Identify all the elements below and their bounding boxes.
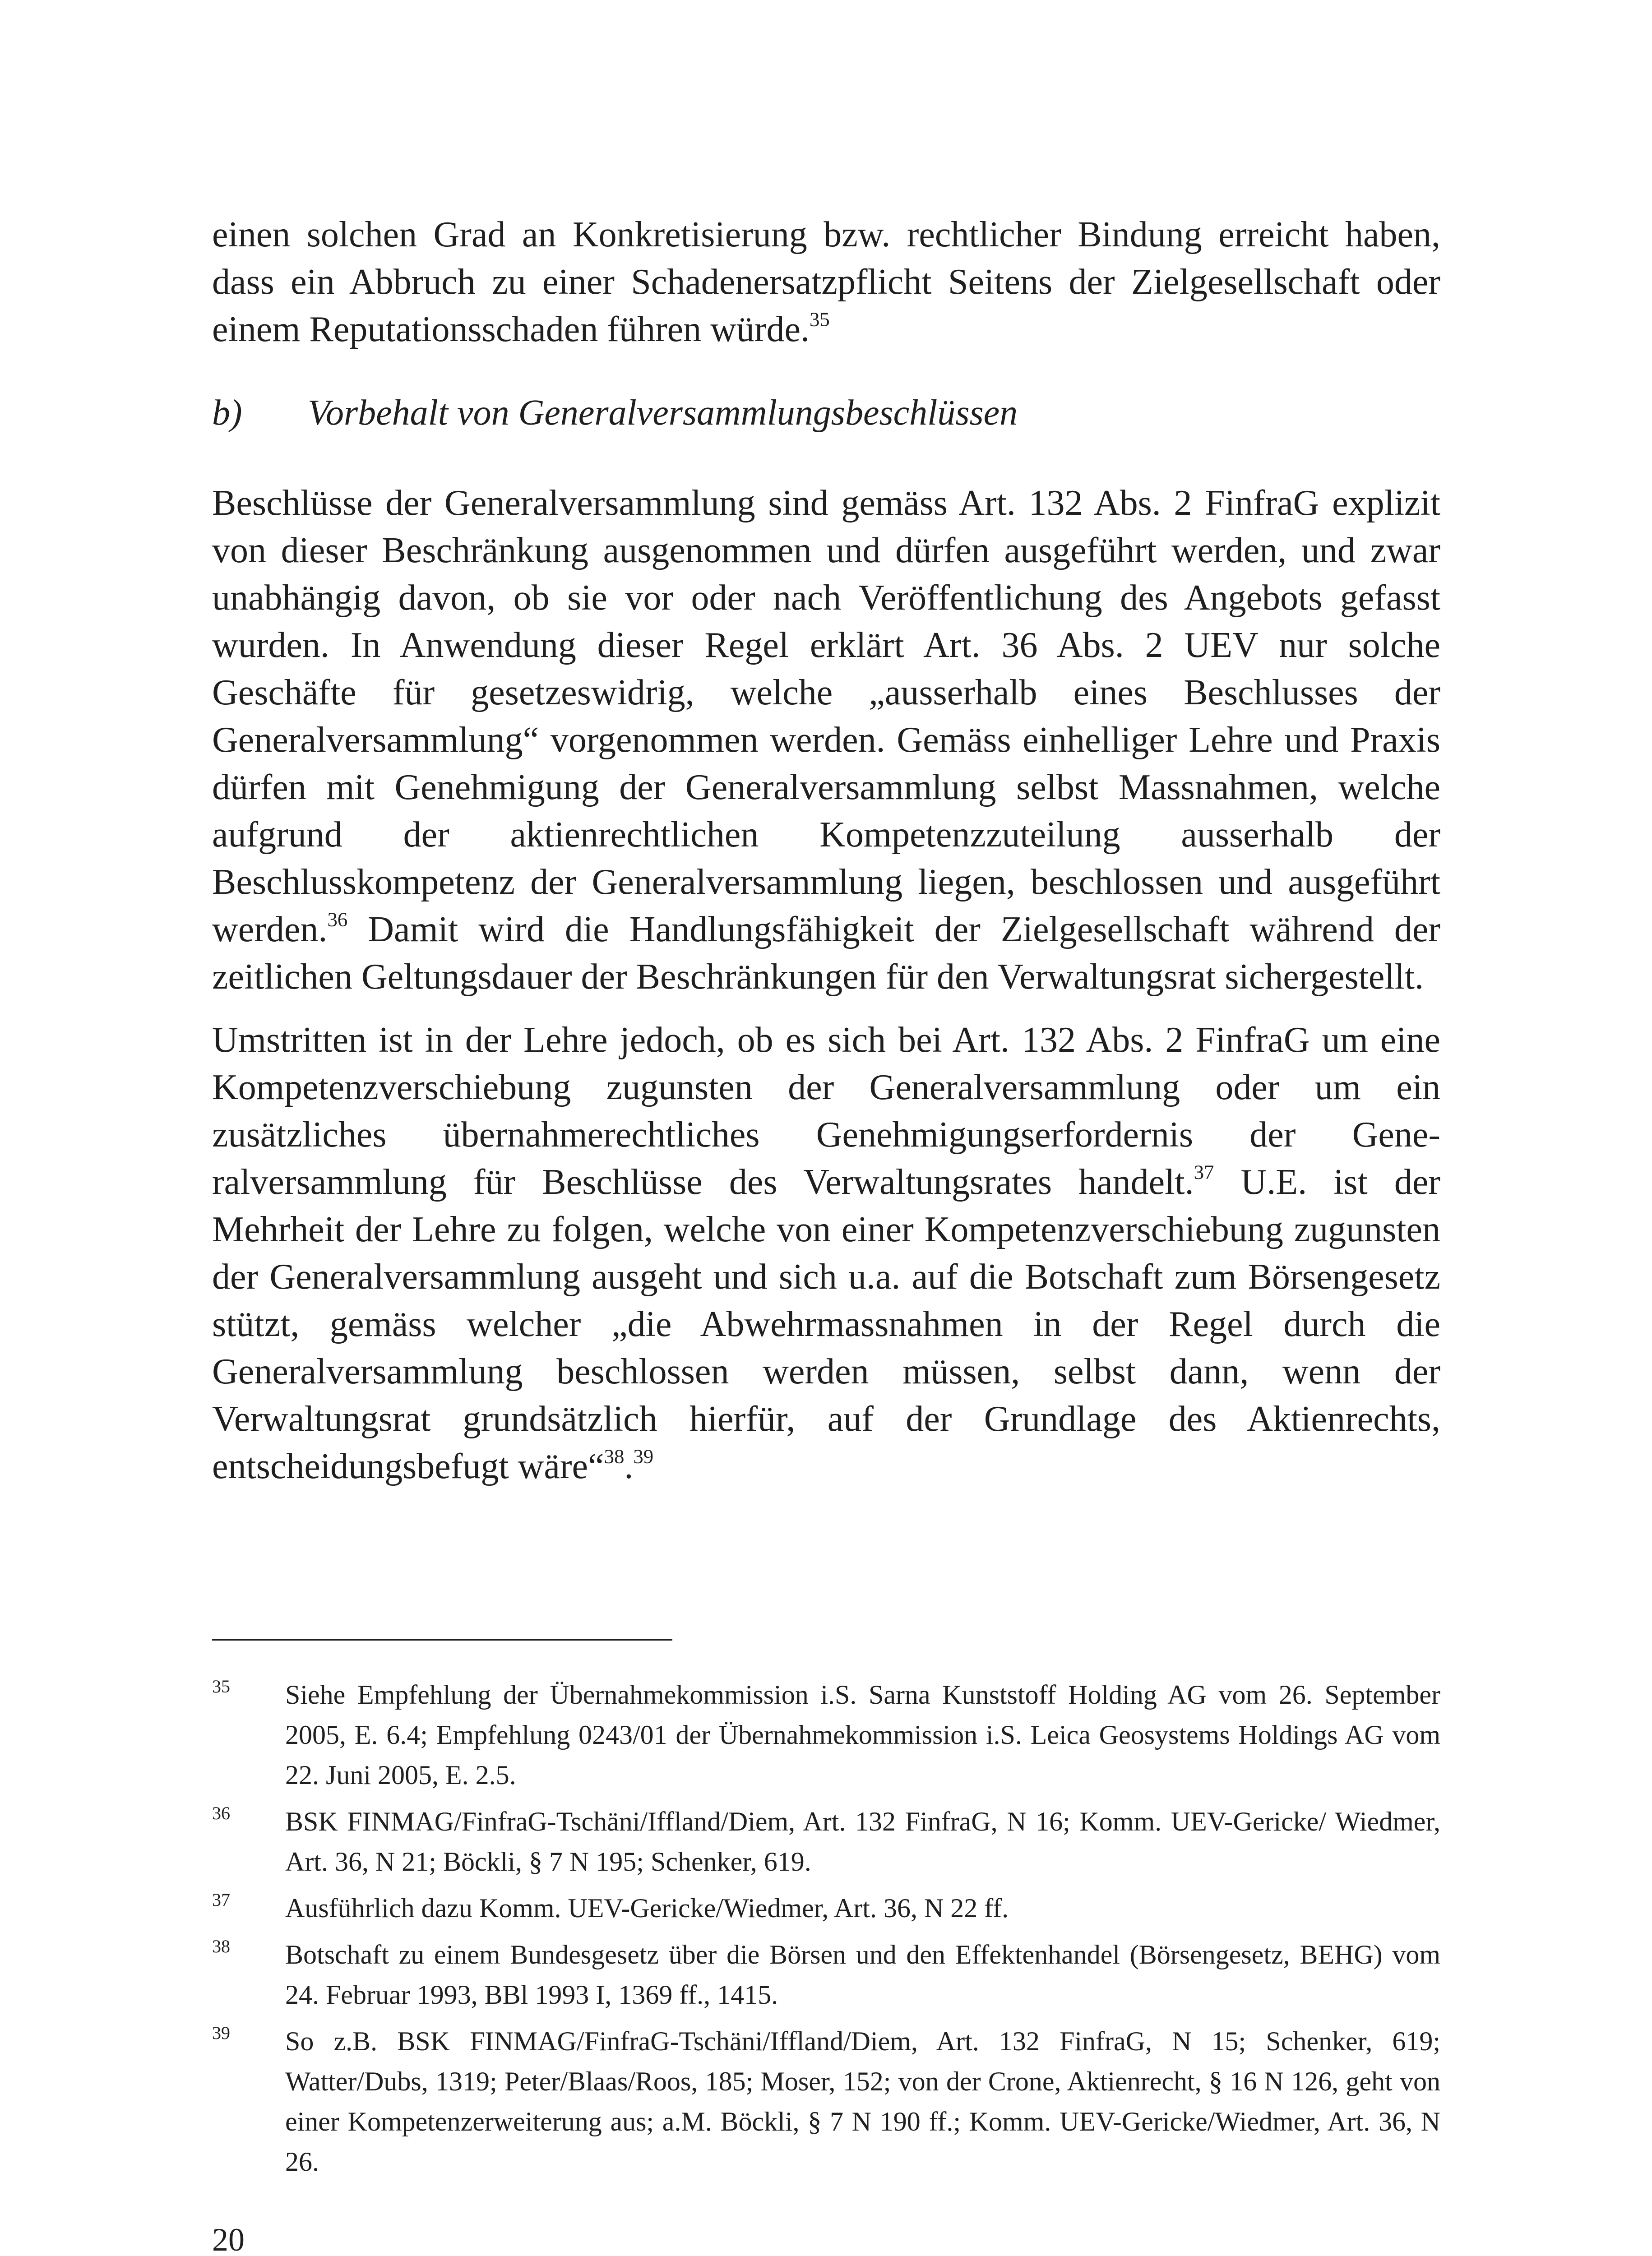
footnote-38 (212, 1935, 1440, 2015)
footnote-text: Botschaft zu einem Bundesgesetz über die Börsen und den Effektenhandel (Börsengesetz, BEHG) vom 24. Februar 1993, BBl 1993 I, 1369 ff., 1415. (285, 1940, 1440, 2010)
footnote-text: Siehe Empfehlung der Übernahmekommission i.S. Sarna Kunststoff Holding AG vom 26. September 2005, E. 6.4; Empfehlung 0243/01 der Übernahmekommission i.S. Leica Geosystems Holdings AG vom 22. Juni 2005, E. 2.5. (285, 1680, 1440, 1790)
paragraph-text: Damit wird die Handlungsfähigkeit der Zielgesellschaft während der zeitlichen Geltungsdauer der Beschränkungen für den Verwaltungsrat sichergestellt. (212, 910, 1440, 997)
section-title: Vorbehalt von Generalversammlungsbeschlüssen (308, 393, 1018, 433)
footnote-number: 35 (212, 1676, 230, 1697)
footnote-39 (212, 2021, 1440, 2182)
footnote-ref-38[interactable]: 38 (604, 1445, 625, 1468)
paragraph-text: . (624, 1447, 634, 1486)
section-heading (212, 389, 1440, 437)
footnote-separator (212, 1639, 672, 1641)
page-number: 20 (212, 2222, 245, 2256)
footnote-number: 38 (212, 1936, 230, 1956)
footnote-number: 39 (212, 2023, 230, 2043)
footnote-37 (212, 1888, 1440, 1928)
main-text (212, 211, 1440, 1490)
footnote-ref-39[interactable]: 39 (633, 1445, 654, 1468)
paragraph-text: Beschlüsse der Generalversammlung sind gemäss Art. 132 Abs. 2 FinfraG explizit von dieser Beschränkung ausgenommen und dürfen ausgeführt werden, und zwar unabhängig davon, ob sie vor oder nach Veröffentlichung des Angebots gefasst wurden. In Anwendung dieser Regel erklärt Art. 36 Abs. 2 UEV nur solche Geschäfte für gesetzeswidrig, welche „ausserhalb eines Beschlusses der Generalversammlung“ vorgenommen werden. Gemäss einhelliger Lehre und Praxis dürfen mit Genehmigung der Generalversammlung selbst Massnahmen, welche aufgrund der aktienrechtlichen Kompetenzzuteilung ausserhalb der Beschlusskompetenz der Generalversammlung liegen, beschlossen und ausgeführt werden. (212, 483, 1440, 949)
paragraph-text: Umstritten ist in der Lehre jedoch, ob es sich bei Art. 132 Abs. 2 FinfraG um eine Kompetenzverschiebung zugunsten der Generalversammlung oder um ein zusätzliches übernahmerechtliches Genehmigungserfordernis der Generalversammlung für Beschlüsse des Verwaltungsrates handelt. (212, 1020, 1440, 1202)
footnote-text: So z.B. BSK FINMAG/FinfraG-Tschäni/Iffland/Diem, Art. 132 FinfraG, N 15; Schenker, 619; Watter/Dubs, 1319; Peter/Blaas/Roos, 185; Moser, 152; von der Crone, Aktienrecht, § 16 N 126, geht von einer Kompetenzerweiterung aus; a.M. Böckli, § 7 N 190 ff.; Komm. UEV-Gericke/Wiedmer, Art. 36, N 26. (285, 2026, 1440, 2177)
footnote-text: BSK FINMAG/FinfraG-Tschäni/Iffland/Diem, Art. 132 FinfraG, N 16; Komm. UEV-Gericke/ Wiedmer, Art. 36, N 21; Böckli, § 7 N 195; Schenker, 619. (285, 1807, 1440, 1877)
footnote-number: 37 (212, 1890, 230, 1910)
section-number: b) (212, 393, 242, 433)
footnote-ref-36[interactable]: 36 (327, 908, 348, 931)
footnote-text: Ausführlich dazu Komm. UEV-Gericke/Wiedmer, Art. 36, N 22 ff. (285, 1893, 1009, 1923)
footnote-36 (212, 1802, 1440, 1882)
footnote-35 (212, 1675, 1440, 1795)
paragraph-text: U.E. ist der Mehrheit der Lehre zu folgen, welche von einer Kompetenzverschiebung zugunsten der Generalversammlung ausgeht und sich u.a. auf die Botschaft zum Börsengesetz stützt, gemäss welcher „die Abwehrmassnahmen in der Regel durch die Generalversammlung beschlossen werden müssen, selbst dann, wenn der Verwaltungsrat grundsätzlich hierfür, auf der Grundlage des Aktienrechts, entscheidungsbefugt wäre“ (212, 1162, 1441, 1486)
paragraph-beschluesse (212, 480, 1440, 1001)
footnotes (212, 1675, 1440, 2188)
footnote-ref-35[interactable]: 35 (810, 308, 830, 331)
paragraph-umstritten (212, 1017, 1440, 1490)
paragraph-continuation (212, 211, 1440, 353)
paragraph-text: einen solchen Grad an Konkretisierung bzw. rechtlicher Bindung erreicht haben, dass ein Abbruch zu einer Schadenersatzpflicht Seitens der Zielgesellschaft oder einem Reputationsschaden führen würde. (212, 215, 1440, 349)
footnote-ref-37[interactable]: 37 (1194, 1160, 1214, 1183)
footnote-number: 36 (212, 1803, 230, 1823)
